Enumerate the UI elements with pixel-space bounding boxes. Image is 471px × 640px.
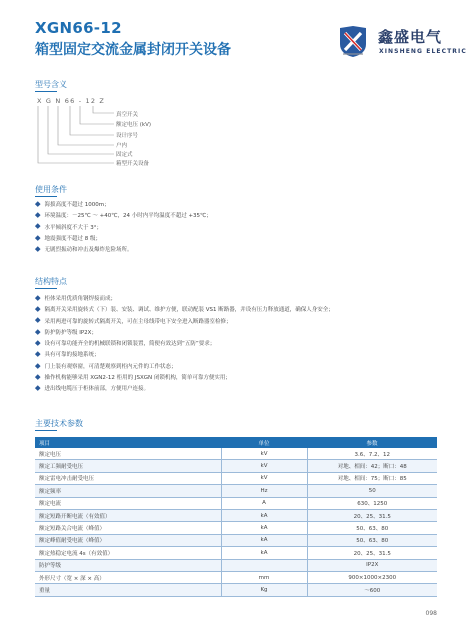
bullet-icon [35, 385, 40, 390]
table-row: 额定热稳定电流 4s（有效值） kA 20、25、31.5 [35, 547, 437, 559]
section-underline [35, 430, 57, 431]
model-part-label: 户内 [116, 143, 128, 149]
bullet-icon [35, 201, 40, 206]
list-item: 采用两进可靠的旋转式隔离开关，可在主母线带电下安全进入断路器室检修； [36, 317, 334, 328]
bullet-icon [35, 212, 40, 217]
bullet-icon [35, 306, 40, 311]
list-item: 具有可靠的接地系统； [36, 350, 334, 361]
list-item: 水平倾斜度不大于 3°； [36, 223, 212, 234]
conditions-list [36, 200, 212, 256]
column-header: 单位 [221, 437, 307, 448]
features-list [36, 294, 334, 396]
list-item: 隔离开关采用旋转式（下）装、安装、调试、维护方便，联动配装 VS1 断路器，并设有压力释放通道，确保人身安全； [36, 305, 334, 316]
table-row: 额定电流 A 630、1250 [35, 497, 437, 509]
bullet-icon [35, 329, 40, 334]
list-item: 无剧烈振动和冲击及爆炸危险场所。 [36, 245, 212, 256]
table-row: 额定短路关合电流（峰值） kA 50、63、80 [35, 522, 437, 534]
section-underline [35, 196, 57, 197]
list-item: 设有可靠功能齐全的机械联锁和闭锁装置，简便有效达到“五防”要求； [36, 339, 334, 350]
list-item: 进出线电缆压于柜体前部，方便用户连接。 [36, 384, 334, 395]
list-item: 海拔高度不超过 1000m； [36, 200, 212, 211]
table-row: 额定工频耐受电压 kV 对地、相间：42；断口：48 [35, 460, 437, 472]
table-header-row [35, 437, 437, 448]
bullet-icon [35, 363, 40, 368]
list-item: 柜体采用优质角钢焊接而成； [36, 294, 334, 305]
page-title: 箱型固定交流金属封闭开关设备 [35, 42, 231, 58]
list-item: 防护防护等级 IP2X； [36, 328, 334, 339]
table-row: 额定短路开断电流（有效值） kA 20、25、31.5 [35, 509, 437, 521]
bullet-icon [35, 295, 40, 300]
section-heading-conditions: 使用条件 [35, 185, 67, 194]
model-part-label: 设计序号 [116, 133, 139, 139]
table-row: 重量 Kg ～600 [35, 584, 437, 596]
table-row: 外形尺寸（宽 × 深 × 高） mm 900×1000×2300 [35, 571, 437, 583]
bullet-icon [35, 246, 40, 251]
list-item: 环境温度：－25℃ ～ +40℃，24 小时内平均温度不超过 +35℃； [36, 211, 212, 222]
table-row: 防护等级 IP2X [35, 559, 437, 571]
section-underline [35, 288, 57, 289]
bullet-icon [35, 235, 40, 240]
model-part-label: 额定电压 (kV) [116, 122, 151, 128]
bullet-icon [35, 352, 40, 357]
column-header: 项目 [35, 437, 221, 448]
company-name-en: XINSHENG ELECTRIC [379, 48, 467, 55]
section-heading-specs: 主要技术参数 [35, 419, 83, 428]
section-heading-model: 型号含义 [35, 80, 67, 89]
model-code: X G N 66 - 12 Z [37, 97, 106, 105]
list-item: 门上装有观察窗，可清楚观察到柜内元件的工作状态； [36, 362, 334, 373]
model-part-label: 真空开关 [116, 112, 139, 118]
section-heading-features: 结构特点 [35, 277, 67, 286]
product-model: XGN66-12 [35, 19, 122, 37]
spec-table [35, 437, 437, 597]
list-item: 地震强度不超过 8 级； [36, 234, 212, 245]
company-name-cn: 鑫盛电气 [378, 28, 443, 46]
bullet-icon [35, 374, 40, 379]
model-part-label: 固定式 [116, 152, 133, 158]
column-header: 参数 [307, 437, 437, 448]
model-code-diagram [0, 0, 471, 200]
page-number: 098 [425, 610, 437, 617]
bullet-icon [35, 318, 40, 323]
table-row: 额定峰值耐受电流（峰值） kA 50、63、80 [35, 534, 437, 546]
bullet-icon [35, 224, 40, 229]
list-item: 操作机构能够采用 XGN2-12 柜用的 JSXGN 闭锁机构，简单可靠方便实用； [36, 373, 334, 384]
bullet-icon [35, 340, 40, 345]
table-row: 额定频率 Hz 50 [35, 485, 437, 497]
model-part-label: 箱型开关设备 [116, 161, 150, 167]
table-row: 额定雷电冲击耐受电压 kV 对地、相间：75；断口：85 [35, 472, 437, 484]
table-row: 额定电压 kV 3.6、7.2、12 [35, 448, 437, 460]
